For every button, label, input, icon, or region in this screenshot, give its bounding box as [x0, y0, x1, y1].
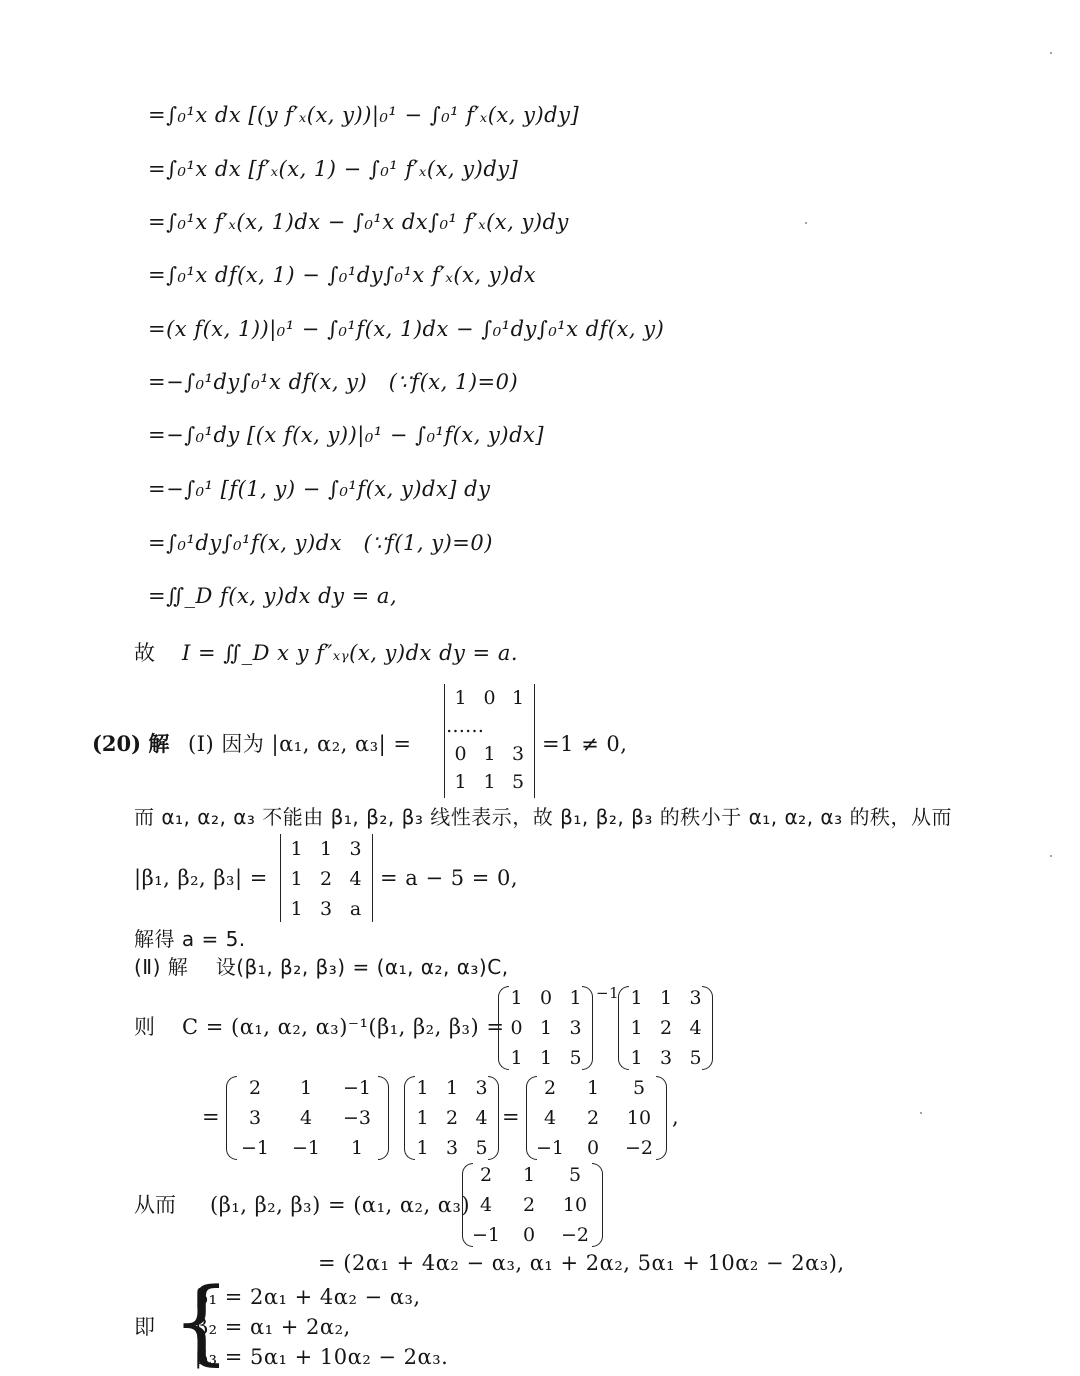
matrix-cell: 5 [568, 1164, 582, 1186]
derivation-line: =∫₀¹x df(x, 1) − ∫₀¹dy∫₀¹x f′ₓ(x, y)dx [148, 263, 537, 287]
matrix-cell: 1 [483, 771, 496, 793]
det-alpha-result: =1 ≠ 0, [542, 732, 628, 756]
m-beta-matrix [622, 983, 710, 1073]
matrix-cell: 4 [689, 1017, 702, 1039]
derivation-line: =∫₀¹x dx [(y f′ₓ(x, y))|₀¹ − ∫₀¹ f′ₓ(x, y)dy] [148, 103, 580, 127]
system-equation: β₁ = 2α₁ + 4α₂ − α₃, [196, 1285, 421, 1309]
matrix-cell: 1 [416, 1137, 429, 1159]
product-equals-2: = [502, 1105, 521, 1129]
matrix-cell: 4 [479, 1194, 493, 1216]
problem-20-label: (20) 解 [92, 731, 170, 756]
ie-label: 即 [134, 1315, 155, 1339]
matrix-cell: 4 [299, 1107, 313, 1129]
matrix-cell: 5 [475, 1137, 488, 1159]
matrix-cell: 1 [350, 1137, 364, 1159]
matrix-cell: 0 [483, 687, 496, 709]
matrix-cell: −1 [535, 1137, 564, 1159]
system-equation: β₂ = α₁ + 2α₂, [196, 1315, 351, 1339]
matrix-cell: 3 [445, 1137, 459, 1159]
matrix-cell: 5 [632, 1077, 646, 1099]
matrix-cell: −2 [560, 1224, 589, 1246]
det-beta-label: |β₁, β₂, β₃| = [134, 866, 268, 890]
matrix-cell: 1 [290, 838, 303, 860]
matrix-cell: 0 [454, 743, 467, 765]
matrix-cell: 2 [586, 1107, 600, 1129]
matrix-cell: −1 [291, 1137, 320, 1159]
product-equals: = [202, 1105, 221, 1129]
matrix-cell: 4 [475, 1107, 488, 1129]
matrix-cell: 2 [248, 1077, 262, 1099]
matrix-cell [504, 712, 532, 740]
matrix-cell: 3 [659, 1047, 673, 1069]
m-beta-matrix-repeat [408, 1073, 496, 1163]
matrix-cell: …… [446, 715, 484, 737]
derivation-line: =(x f(x, 1))|₀¹ − ∫₀¹f(x, 1)dx − ∫₀¹dy∫₀¹x df(x, y) [148, 317, 665, 341]
matrix-cell: a [349, 898, 362, 920]
matrix-cell: 3 [319, 898, 333, 920]
matrix-cell: 2 [659, 1017, 673, 1039]
matrix-cell: −1 [471, 1224, 500, 1246]
matrix-cell: 1 [319, 838, 333, 860]
m-beta-right-paren [702, 986, 713, 1070]
matrix-cell: 1 [454, 771, 467, 793]
matrix-cell: 1 [454, 687, 467, 709]
expansion-line: = (2α₁ + 4α₂ − α₃, α₁ + 2α₂, 5α₁ + 10α₂ − 2α₃), [318, 1251, 845, 1275]
conclusion-formula: I = ∬_D x y f″ₓᵧ(x, y)dx dy = a. [182, 641, 519, 665]
matrix-cell: 3 [569, 1017, 582, 1039]
det-beta-left-bar [280, 834, 281, 922]
det-alpha-right-bar [534, 684, 535, 798]
matrix-cell: 1 [416, 1107, 429, 1129]
det-beta-matrix [282, 834, 370, 924]
m-result-right-paren [656, 1076, 667, 1160]
matrix-cell: 1 [290, 898, 303, 920]
thus-label: 从而 [134, 1193, 176, 1217]
scan-speck [1050, 855, 1052, 857]
matrix-cell: 1 [569, 987, 582, 1009]
m-beta2-right-paren [488, 1076, 499, 1160]
matrix-cell: 1 [539, 1017, 553, 1039]
matrix-cell: 3 [475, 1077, 488, 1099]
then-label: 则 [134, 1015, 155, 1039]
m-result2-right-paren [592, 1163, 603, 1247]
matrix-cell: 1 [586, 1077, 600, 1099]
matrix-cell: 0 [586, 1137, 600, 1159]
matrix-cell: 3 [349, 838, 362, 860]
matrix-cell: 1 [522, 1164, 536, 1186]
matrix-cell: 1 [630, 987, 643, 1009]
matrix-cell: 1 [299, 1077, 313, 1099]
m-result-matrix [530, 1073, 662, 1163]
matrix-cell: 1 [445, 1077, 459, 1099]
derivation-line: =−∫₀¹dy [(x f(x, y))|₀¹ − ∫₀¹f(x, y)dx] [148, 423, 545, 447]
conclusion-prefix: 故 [134, 641, 155, 665]
det-beta-result: = a − 5 = 0, [380, 866, 519, 890]
matrix-cell: 1 [539, 1047, 553, 1069]
matrix-cell: 1 [659, 987, 673, 1009]
matrix-cell: 10 [626, 1107, 652, 1129]
matrix-cell: 5 [689, 1047, 702, 1069]
matrix-cell: 1 [630, 1047, 643, 1069]
matrix-cell: 1 [511, 687, 525, 709]
matrix-cell: 0 [539, 987, 553, 1009]
matrix-cell: 4 [543, 1107, 557, 1129]
c-expression: C = (α₁, α₂, α₃)⁻¹(β₁, β₂, β₃) = [182, 1015, 505, 1039]
m-result-matrix-repeat [466, 1160, 598, 1250]
matrix-cell: 0 [522, 1224, 536, 1246]
derivation-line: =∬_D f(x, y)dx dy = a, [148, 584, 398, 608]
derivation-line: =∫₀¹dy∫₀¹f(x, y)dx (∵f(1, y)=0) [148, 531, 493, 555]
matrix-cell: 2 [479, 1164, 493, 1186]
matrix-cell: 3 [511, 743, 525, 765]
derivation-line: =−∫₀¹ [f(1, y) − ∫₀¹f(x, y)dx] dy [148, 477, 491, 501]
det-alpha-left-bar [444, 684, 445, 798]
matrix-cell: 1 [510, 1047, 523, 1069]
matrix-cell: −3 [342, 1107, 371, 1129]
part1-intro: (Ⅰ) 因为 |α₁, α₂, α₃| = [188, 732, 412, 756]
m-alpha-matrix [502, 983, 590, 1073]
matrix-cell: −2 [624, 1137, 653, 1159]
det-beta-right-bar [372, 834, 373, 922]
m-alpha-right-paren [582, 986, 593, 1070]
part2-intro: (Ⅱ) 解 设(β₁, β₂, β₃) = (α₁, α₂, α₃)C, [134, 955, 509, 979]
matrix-cell: 0 [510, 1017, 523, 1039]
matrix-cell: 2 [543, 1077, 557, 1099]
matrix-cell: 10 [562, 1194, 588, 1216]
m-inverse-matrix [230, 1073, 382, 1163]
system-equation: β₃ = 5α₁ + 10α₂ − 2α₃. [196, 1345, 449, 1369]
matrix-cell: 3 [248, 1107, 262, 1129]
solve-line: 解得 a = 5. [134, 927, 246, 951]
matrix-cell: 2 [445, 1107, 459, 1129]
rank-sentence: 而 α₁, α₂, α₃ 不能由 β₁, β₂, β₃ 线性表示，故 β₁, β₂, β₃ 的秩小于 α₁, α₂, α₃ 的秩，从而 [134, 805, 952, 829]
matrix-cell: 3 [689, 987, 702, 1009]
matrix-cell: 4 [349, 868, 362, 890]
matrix-cell: 5 [569, 1047, 582, 1069]
matrix-cell: 1 [630, 1017, 643, 1039]
matrix-cell: 1 [483, 743, 496, 765]
system-brace: { [172, 1268, 231, 1375]
derivation-line: =−∫₀¹dy∫₀¹x df(x, y) (∵f(x, 1)=0) [148, 370, 519, 394]
matrix-cell: 2 [319, 868, 333, 890]
matrix-cell: 1 [510, 987, 523, 1009]
matrix-cell: −1 [342, 1077, 371, 1099]
product-comma: , [672, 1105, 680, 1129]
matrix-cell: −1 [240, 1137, 269, 1159]
m-inverse-right-paren [378, 1076, 389, 1160]
scan-speck [805, 222, 807, 224]
matrix-cell [475, 712, 504, 740]
det-alpha-matrix [446, 684, 532, 796]
matrix-cell: 5 [511, 771, 525, 793]
scan-speck [920, 1112, 922, 1114]
thus-expression: (β₁, β₂, β₃) = (α₁, α₂, α₃) [210, 1193, 471, 1217]
scan-speck [1050, 52, 1052, 54]
derivation-line: =∫₀¹x f′ₓ(x, 1)dx − ∫₀¹x dx∫₀¹ f′ₓ(x, y)dy [148, 210, 569, 234]
matrix-cell: 2 [522, 1194, 536, 1216]
inverse-superscript: −1 [596, 984, 620, 1002]
matrix-cell: 1 [290, 868, 303, 890]
matrix-cell: 1 [416, 1077, 429, 1099]
derivation-line: =∫₀¹x dx [f′ₓ(x, 1) − ∫₀¹ f′ₓ(x, y)dy] [148, 157, 519, 181]
